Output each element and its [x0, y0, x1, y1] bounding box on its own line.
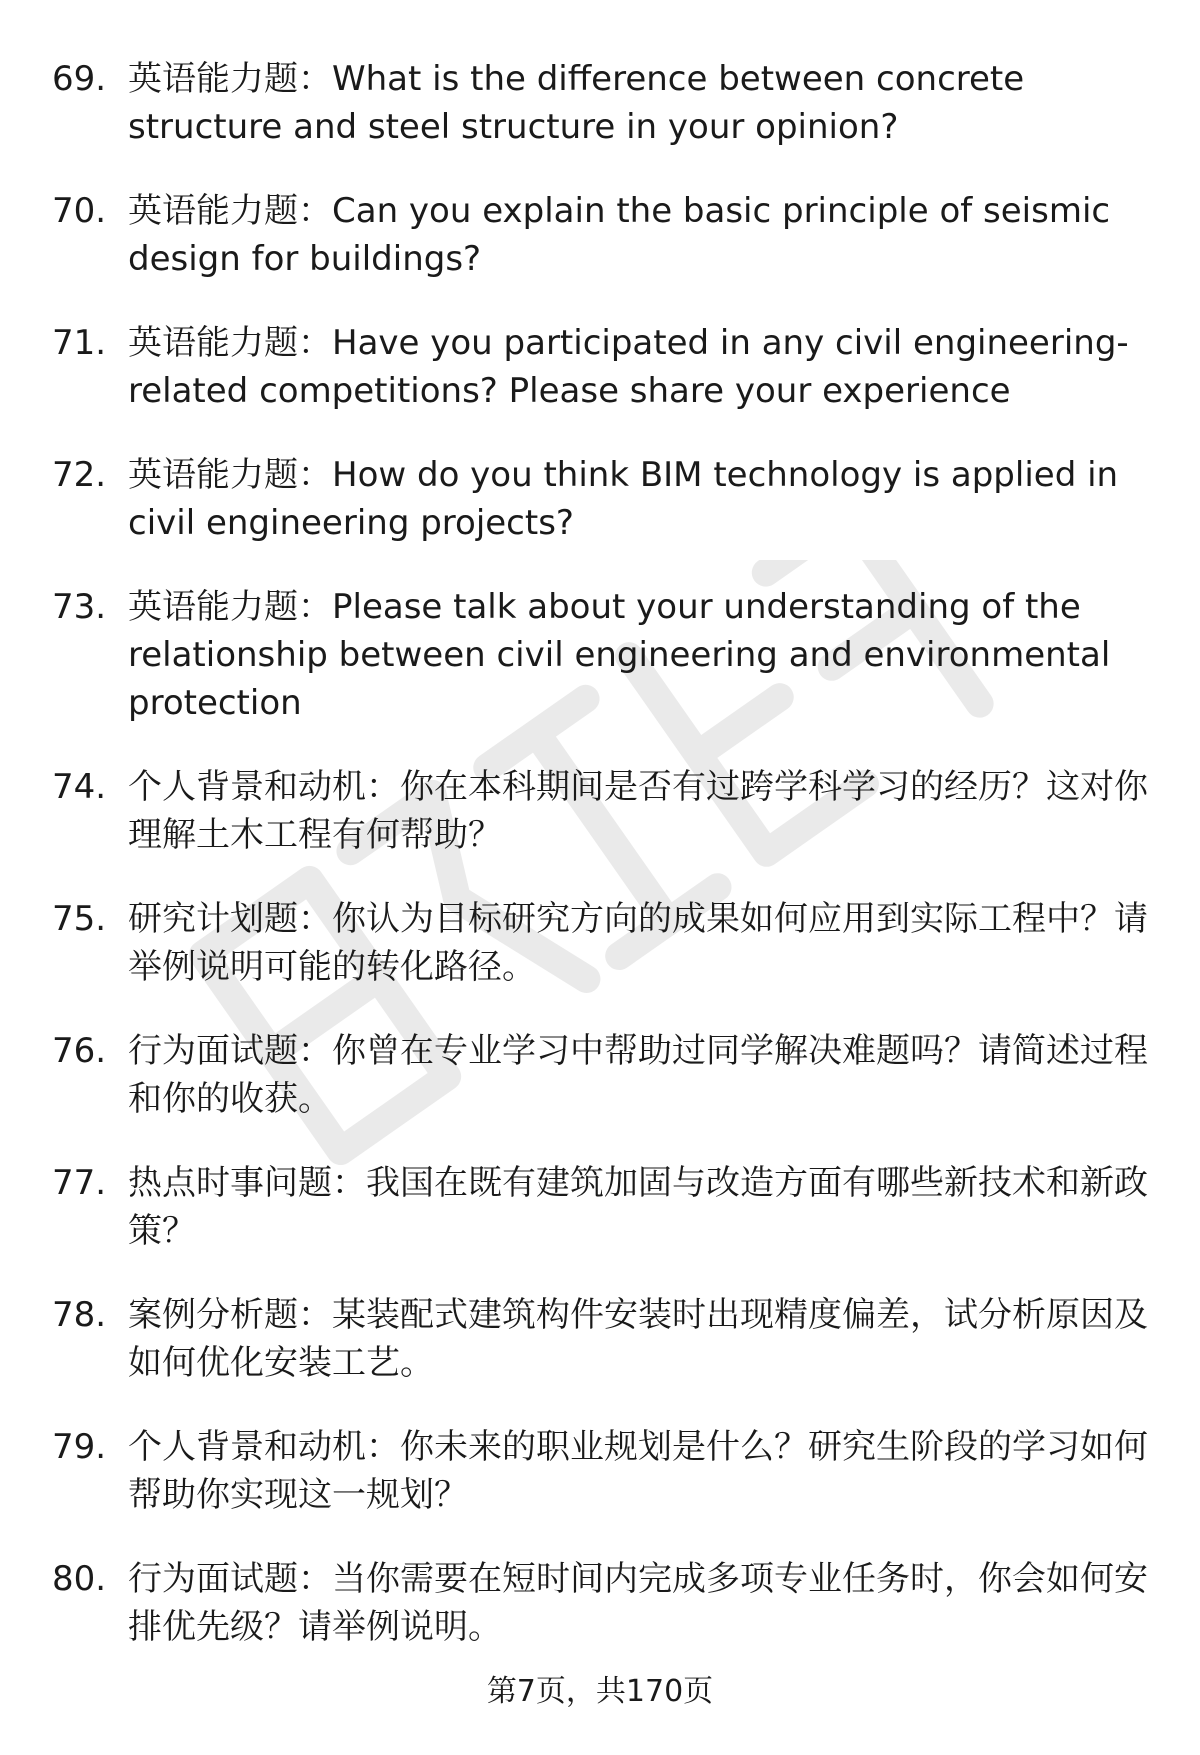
question-list	[0, 55, 1200, 1687]
question-text: 行为面试题：当你需要在短时间内完成多项专业任务时，你会如何安排优先级？请举例说明。	[128, 1559, 1148, 1647]
question-item	[0, 55, 1200, 151]
question-number: 74.	[52, 767, 107, 807]
question-number: 70.	[52, 191, 107, 231]
question-text: 个人背景和动机：你在本科期间是否有过跨学科学习的经历？这对你理解土木工程有何帮助？	[128, 767, 1148, 855]
question-number: 69.	[52, 59, 107, 99]
question-number: 75.	[52, 899, 107, 939]
question-item	[0, 1555, 1200, 1651]
question-item	[0, 1291, 1200, 1387]
question-text: 行为面试题：你曾在专业学习中帮助过同学解决难题吗？请简述过程和你的收获。	[128, 1031, 1148, 1119]
question-number: 72.	[52, 455, 107, 495]
question-text: 英语能力题：Please talk about your understanding of the relationship between civil engineering and environmental protection	[128, 587, 1111, 723]
question-item	[0, 1027, 1200, 1123]
question-text: 案例分析题：某装配式建筑构件安装时出现精度偏差，试分析原因及如何优化安装工艺。	[128, 1295, 1148, 1383]
question-item	[0, 319, 1200, 415]
question-number: 77.	[52, 1163, 107, 1203]
question-text: 英语能力题：Have you participated in any civil engineering-related competitions? Please share your experience	[128, 323, 1129, 411]
question-number: 71.	[52, 323, 107, 363]
page-footer: 第7页，共170页	[486, 1674, 714, 1709]
question-number: 76.	[52, 1031, 107, 1071]
question-item	[0, 763, 1200, 859]
question-item	[0, 1159, 1200, 1255]
question-item	[0, 187, 1200, 283]
question-item	[0, 451, 1200, 547]
question-number: 79.	[52, 1427, 107, 1467]
question-item	[0, 583, 1200, 727]
question-item	[0, 895, 1200, 991]
question-text: 英语能力题：How do you think BIM technology is applied in civil engineering projects?	[128, 455, 1119, 543]
question-number: 78.	[52, 1295, 107, 1335]
question-text: 热点时事问题：我国在既有建筑加固与改造方面有哪些新技术和新政策？	[128, 1163, 1148, 1251]
question-text: 英语能力题：What is the difference between concrete structure and steel structure in your opinion?	[128, 59, 1025, 147]
question-number: 80.	[52, 1559, 107, 1599]
question-text: 个人背景和动机：你未来的职业规划是什么？研究生阶段的学习如何帮助你实现这一规划？	[128, 1427, 1148, 1515]
question-number: 73.	[52, 587, 107, 627]
question-text: 英语能力题：Can you explain the basic principle of seismic design for buildings?	[128, 191, 1111, 279]
question-item	[0, 1423, 1200, 1519]
question-text: 研究计划题：你认为目标研究方向的成果如何应用到实际工程中？请举例说明可能的转化路径。	[128, 899, 1148, 987]
